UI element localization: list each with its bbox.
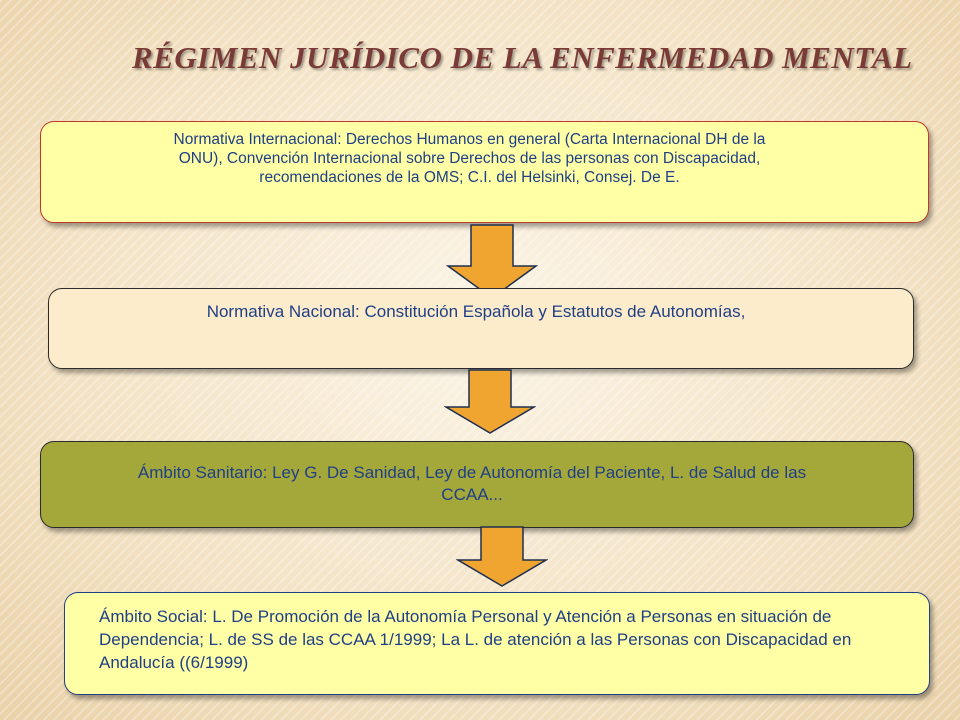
page-title: RÉGIMEN JURÍDICO DE LA ENFERMEDAD MENTAL bbox=[132, 40, 913, 75]
box-ambito-social-text: Ámbito Social: L. De Promoción de la Autonomía Personal y Atención a Personas en situación de Dependencia; L. de SS de las CCAA 1/1999; La L. de atención a las Personas con Discapacidad en Andalucía ((6/1999) bbox=[99, 607, 852, 672]
box-ambito-sanitario-text: Ámbito Sanitario: Ley G. De Sanidad, Ley de Autonomía del Paciente, L. de Salud de las CCAA... bbox=[137, 463, 807, 504]
box-ambito-social bbox=[64, 592, 930, 695]
box-normativa-internacional-text: Normativa Internacional: Derechos Humanos en general (Carta Internacional DH de la ONU), Convención Internacional sobre Derechos de las personas con Discapacidad, recomendaciones de la OMS; C.I. del Helsinki, Consej. De E. bbox=[173, 131, 766, 186]
box-normativa-internacional bbox=[40, 121, 929, 223]
arrow-down-3 bbox=[456, 526, 548, 588]
box-ambito-sanitario bbox=[40, 441, 914, 528]
box-normativa-nacional bbox=[48, 288, 914, 369]
arrow-down-2 bbox=[444, 369, 536, 435]
box-normativa-nacional-text: Normativa Nacional: Constitución Española y Estatutos de Autonomías, bbox=[206, 302, 746, 321]
